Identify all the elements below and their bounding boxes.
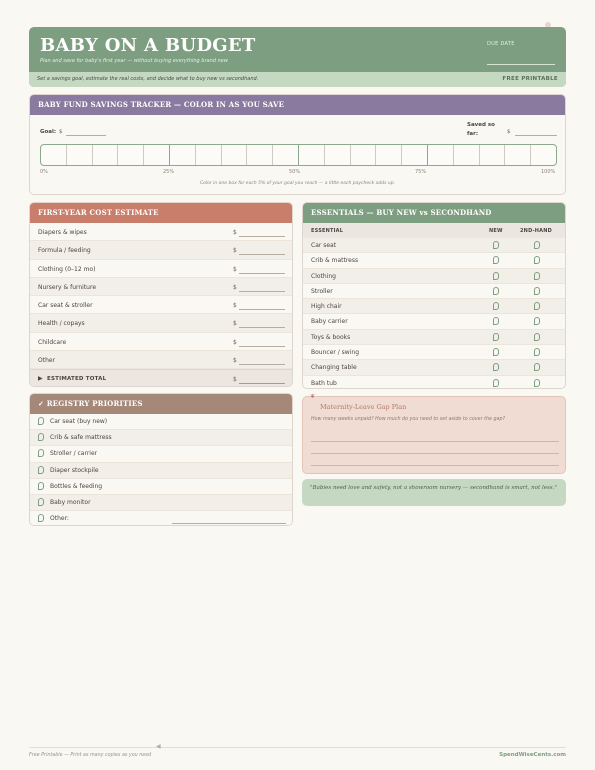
due-date-label: DUE DATE: [487, 41, 515, 47]
essentials-row: [303, 360, 565, 375]
cost-item-label: Car seat & stroller: [38, 302, 93, 310]
maternity-leave-card: [302, 396, 566, 474]
cost-item-label: Diapers & wipes: [38, 229, 87, 236]
essentials-row: [303, 314, 565, 329]
currency-symbol: $: [233, 283, 237, 291]
intro-text: Set a savings goal, estimate the real costs, and decide what to buy new vs secondhand.: [37, 76, 259, 82]
essentials-row: [303, 238, 565, 253]
page-subtitle: Plan and save for baby's first year — without buying everything brand new: [40, 58, 228, 64]
savings-segment[interactable]: [67, 145, 93, 165]
savings-segment[interactable]: [41, 145, 67, 165]
cost-list: [30, 223, 292, 369]
checkbox-icon[interactable]: [38, 514, 44, 522]
cost-total-row: [30, 369, 292, 387]
cost-amount-field[interactable]: [239, 236, 285, 237]
savings-progress-bar: [40, 144, 557, 166]
secondhand-checkbox-icon[interactable]: [534, 302, 540, 310]
new-checkbox-icon[interactable]: [493, 287, 499, 295]
secondhand-checkbox-icon[interactable]: [534, 333, 540, 341]
savings-segment[interactable]: [376, 145, 402, 165]
leaf-icon: ❦: [310, 393, 316, 400]
due-date-field[interactable]: [487, 64, 555, 65]
cost-row: [30, 333, 292, 351]
essential-label: High chair: [311, 303, 342, 311]
saved-field[interactable]: [515, 135, 557, 136]
page-title: BABY ON A BUDGET: [40, 35, 256, 56]
page-header: [29, 27, 566, 87]
savings-segment[interactable]: [531, 145, 556, 165]
savings-segment[interactable]: [402, 145, 428, 165]
cost-estimate-title: FIRST-YEAR COST ESTIMATE: [30, 203, 292, 223]
currency-symbol: $: [233, 247, 237, 255]
cost-estimate-card: [29, 202, 293, 387]
column-header-essential: ESSENTIAL: [311, 228, 344, 234]
savings-segment[interactable]: [93, 145, 119, 165]
savings-segment[interactable]: [247, 145, 273, 165]
essential-label: Stroller: [311, 287, 333, 295]
currency-symbol: $: [233, 320, 237, 328]
essential-label: Crib & mattress: [311, 257, 359, 265]
registry-item-label: Car seat (buy new): [50, 418, 108, 425]
essential-label: Car seat: [311, 242, 337, 249]
registry-list: [30, 414, 292, 526]
cost-row: [30, 296, 292, 314]
secondhand-checkbox-icon[interactable]: [534, 317, 540, 325]
cost-amount-field[interactable]: [239, 327, 285, 328]
savings-segment[interactable]: [118, 145, 144, 165]
new-checkbox-icon[interactable]: [493, 241, 499, 249]
essentials-row: [303, 284, 565, 299]
new-checkbox-icon[interactable]: [493, 256, 499, 264]
registry-item: [30, 463, 292, 479]
savings-segment[interactable]: [454, 145, 480, 165]
cost-amount-field[interactable]: [239, 309, 285, 310]
registry-item-label: Other:: [50, 515, 69, 523]
secondhand-checkbox-icon[interactable]: [534, 287, 540, 295]
essentials-row: [303, 345, 565, 360]
play-arrow-icon: ▶: [38, 375, 43, 383]
cost-amount-field[interactable]: [239, 346, 285, 347]
checkbox-icon[interactable]: [38, 466, 44, 474]
cost-row: [30, 278, 292, 296]
registry-item-label: Crib & safe mattress: [50, 434, 112, 442]
new-checkbox-icon[interactable]: [493, 379, 499, 387]
registry-item: [30, 495, 292, 511]
cost-item-label: Other: [38, 357, 56, 365]
essentials-row: [303, 299, 565, 314]
maternity-answer-line[interactable]: [311, 441, 559, 442]
essentials-row: [303, 330, 565, 345]
secondhand-checkbox-icon[interactable]: [534, 272, 540, 280]
registry-item: [30, 511, 292, 526]
registry-card: [29, 393, 293, 526]
secondhand-checkbox-icon[interactable]: [534, 379, 540, 387]
new-checkbox-icon[interactable]: [493, 302, 499, 310]
cost-row: [30, 223, 292, 241]
essentials-table-header: [303, 223, 565, 238]
cost-item-label: Clothing (0–12 mo): [38, 265, 96, 273]
currency-symbol: $: [233, 376, 237, 384]
savings-segment[interactable]: [480, 145, 506, 165]
quote-box: "Babies need love and safety, not a showroom nursery — secondhand is smart, not less.": [302, 479, 566, 506]
savings-tracker-card: [29, 94, 566, 195]
cost-amount-field[interactable]: [239, 254, 285, 255]
cost-item-label: Formula / feeding: [38, 247, 91, 255]
essential-label: Changing table: [311, 364, 357, 372]
registry-item: [30, 446, 292, 462]
essentials-row: [303, 253, 565, 268]
cost-amount-field[interactable]: [239, 364, 285, 365]
secondhand-checkbox-icon[interactable]: [534, 363, 540, 371]
cost-row: [30, 314, 292, 332]
saved-currency: $: [507, 129, 511, 135]
currency-symbol: $: [233, 338, 237, 346]
essential-label: Toys & books: [311, 333, 351, 341]
tick-label: 25%: [163, 169, 175, 175]
checkbox-icon[interactable]: [38, 449, 44, 457]
cost-row: [30, 241, 292, 259]
essential-label: Bouncer / swing: [311, 349, 359, 357]
cost-item-label: Childcare: [38, 338, 67, 346]
savings-segment[interactable]: [428, 145, 454, 165]
footer-note: Free Printable — Print as many copies as you need: [29, 753, 152, 758]
secondhand-checkbox-icon[interactable]: [534, 348, 540, 356]
cost-item-label: Health / copays: [38, 320, 85, 328]
savings-segment[interactable]: [299, 145, 325, 165]
maternity-answer-line[interactable]: [311, 465, 559, 466]
savings-segment[interactable]: [351, 145, 377, 165]
essentials-card: [302, 202, 566, 389]
free-printable-badge: FREE PRINTABLE: [502, 76, 558, 82]
cost-row: [30, 260, 292, 278]
secondhand-checkbox-icon[interactable]: [534, 241, 540, 249]
intro-strip: [29, 72, 566, 87]
savings-segment[interactable]: [144, 145, 170, 165]
checkbox-icon[interactable]: [38, 498, 44, 506]
cost-row: [30, 351, 292, 369]
savings-segment[interactable]: [325, 145, 351, 165]
checkbox-icon[interactable]: [38, 433, 44, 441]
essentials-list: [303, 238, 565, 389]
registry-item: [30, 430, 292, 446]
goal-label: Goal:: [40, 129, 57, 135]
currency-symbol: $: [233, 265, 237, 273]
tick-label: 50%: [289, 169, 301, 175]
new-checkbox-icon[interactable]: [493, 272, 499, 280]
registry-item: [30, 414, 292, 430]
registry-item: [30, 479, 292, 495]
savings-segment[interactable]: [196, 145, 222, 165]
essentials-row: [303, 376, 565, 389]
essential-label: Clothing: [311, 272, 336, 280]
essential-label: Baby carrier: [311, 318, 348, 326]
footer-site: SpendWiseCents.com: [499, 752, 566, 758]
maternity-title: Maternity-Leave Gap Plan: [320, 403, 407, 411]
savings-segment[interactable]: [273, 145, 299, 165]
essential-label: Bath tub: [311, 379, 337, 387]
goal-field[interactable]: [66, 135, 106, 136]
tick-label: 75%: [415, 169, 427, 175]
footer-divider: [29, 747, 566, 748]
cost-amount-field[interactable]: [239, 273, 285, 274]
goal-currency: $: [59, 129, 63, 135]
secondhand-checkbox-icon[interactable]: [534, 256, 540, 264]
currency-symbol: $: [233, 302, 237, 310]
leaf-icon: ◀: [156, 743, 161, 750]
new-checkbox-icon[interactable]: [493, 317, 499, 325]
tracker-note: Color in one box for each 5% of your goal you reach — a little each paycheck adds up.: [199, 181, 396, 186]
savings-segment[interactable]: [222, 145, 248, 165]
saved-label: Saved so far:: [467, 122, 495, 137]
maternity-question: How many weeks unpaid? How much do you need to set aside to cover the gap?: [311, 417, 506, 422]
tick-label: 0%: [40, 169, 48, 175]
registry-item-label: Stroller / carrier: [50, 450, 98, 458]
maternity-answer-line[interactable]: [311, 453, 559, 454]
currency-symbol: $: [233, 357, 237, 365]
new-checkbox-icon[interactable]: [493, 333, 499, 341]
essentials-title: ESSENTIALS — BUY NEW vs SECONDHAND: [303, 203, 565, 223]
new-checkbox-icon[interactable]: [493, 363, 499, 371]
total-amount-field[interactable]: [239, 383, 285, 384]
registry-item-label: Diaper stockpile: [50, 466, 99, 474]
currency-symbol: $: [233, 229, 237, 236]
checkbox-icon[interactable]: [38, 482, 44, 490]
savings-tracker-title: BABY FUND SAVINGS TRACKER — COLOR IN AS YOU SAVE: [30, 95, 565, 115]
new-checkbox-icon[interactable]: [493, 348, 499, 356]
checkbox-icon[interactable]: [38, 417, 44, 425]
column-header-secondhand: 2ND-HAND: [520, 228, 552, 234]
registry-title: ✓ REGISTRY PRIORITIES: [30, 394, 292, 414]
savings-segment[interactable]: [505, 145, 531, 165]
registry-item-label: Baby monitor: [50, 498, 91, 506]
registry-item-label: Bottles & feeding: [50, 482, 103, 490]
column-header-new: NEW: [489, 228, 503, 234]
savings-segment[interactable]: [170, 145, 196, 165]
tick-label: 100%: [541, 169, 556, 175]
cost-item-label: Nursery & furniture: [38, 283, 97, 291]
cost-amount-field[interactable]: [239, 291, 285, 292]
essentials-row: [303, 269, 565, 284]
registry-other-field[interactable]: [172, 523, 286, 524]
total-label: ESTIMATED TOTAL: [47, 376, 107, 383]
